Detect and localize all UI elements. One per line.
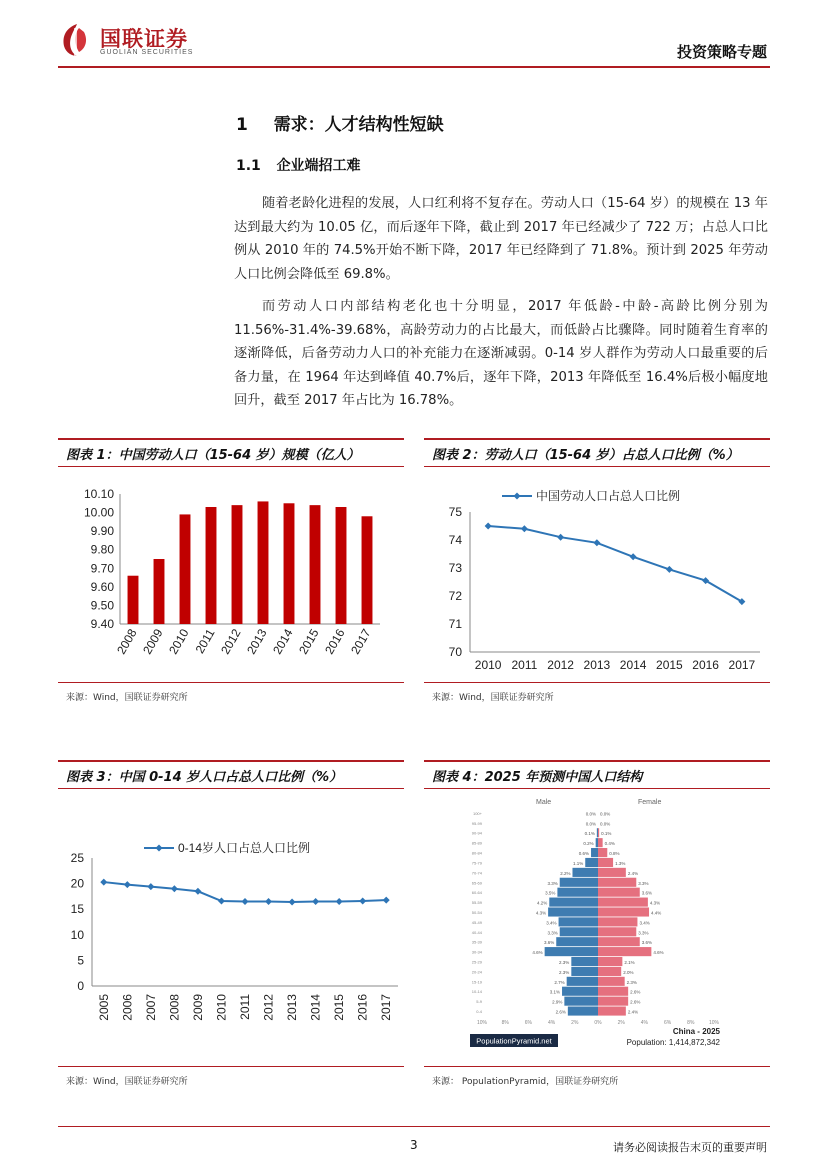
- figure-title-underline: [58, 466, 404, 467]
- x-tick-label: 8%: [687, 1020, 695, 1026]
- male-value-label: 2.3%: [559, 960, 570, 965]
- age-group-label: 35-39: [471, 939, 482, 945]
- age-group-label: 85-89: [471, 840, 482, 846]
- female-value-label: 4.3%: [649, 900, 661, 906]
- age-group-label: 45-49: [471, 919, 482, 925]
- female-bar: [598, 848, 607, 857]
- age-group-label: 95-99: [471, 820, 482, 826]
- bar: [258, 501, 269, 624]
- bar: [310, 505, 321, 624]
- x-tick-label: 8%: [501, 1020, 509, 1026]
- figure-title-underline: [424, 788, 770, 789]
- x-tick-label: 2017: [728, 658, 756, 672]
- data-point: [265, 898, 272, 905]
- legend-label: 中国劳动人口占总人口比例: [536, 489, 681, 503]
- data-point: [218, 898, 225, 905]
- data-point: [485, 523, 492, 530]
- x-tick-label: 0%: [594, 1020, 602, 1026]
- female-bar: [598, 907, 649, 916]
- footer-disclaimer: 请务必阅读报告末页的重要声明: [613, 1141, 767, 1154]
- x-tick-label: 2009: [190, 994, 205, 1021]
- x-tick-label: 10%: [476, 1020, 488, 1026]
- female-bar: [598, 1006, 626, 1015]
- male-bar: [560, 927, 598, 936]
- bar: [336, 507, 347, 624]
- x-tick-label: 2011: [511, 658, 538, 672]
- x-tick-label: 2016: [355, 994, 370, 1021]
- figure-title-rule: [424, 438, 770, 440]
- y-tick-label: 74: [448, 533, 462, 547]
- x-tick-label: 2006: [120, 994, 135, 1021]
- x-tick-label: 2015: [656, 658, 683, 672]
- logo-emblem-icon: [60, 22, 94, 58]
- female-value-label: 3.4%: [639, 920, 650, 926]
- figure-2-source: 来源：Wind，国联证券研究所: [432, 693, 554, 703]
- female-bar: [598, 987, 628, 996]
- male-value-label: 0.6%: [578, 851, 590, 857]
- x-tick-label: 2011: [238, 994, 252, 1020]
- figure-title-rule: [58, 760, 404, 762]
- x-tick-label: 2%: [571, 1020, 579, 1026]
- data-point: [630, 553, 637, 560]
- male-bar: [559, 917, 598, 926]
- figure-1-source: 来源：Wind，国联证券研究所: [66, 693, 188, 703]
- female-value-label: 2.6%: [630, 989, 641, 995]
- age-group-label: 30-34: [471, 949, 482, 955]
- y-tick-label: 25: [70, 851, 84, 865]
- female-value-label: 0.0%: [600, 821, 611, 827]
- age-group-label: 10-14: [471, 989, 482, 995]
- female-bar: [598, 967, 621, 976]
- x-tick-label: 2014: [308, 994, 323, 1021]
- paragraph: 随着老龄化进程的发展，人口红利将不复存在。劳动人口（15-64 岁）的规模在 13 年达到最大约为 10.05 亿，而后逐年下降，截止到 2017 年已经减少了 722 万；占总人口比例从 2010 年的 74.5%开始不断下降，2017 年已经降到了 71.8%。预计到 2025 年劳动人口比例会降低至 69.8%。: [234, 196, 768, 282]
- figure-title-underline: [58, 788, 404, 789]
- female-label: Female: [638, 799, 662, 806]
- x-tick-label: 2017: [348, 626, 374, 657]
- data-point: [521, 525, 528, 532]
- female-value-label: 3.6%: [641, 890, 653, 896]
- male-bar: [585, 858, 598, 867]
- x-tick-label: 2010: [166, 626, 192, 657]
- figure-4-title: 图表 4：2025 年预测中国人口结构: [432, 770, 643, 785]
- male-bar: [572, 868, 598, 877]
- male-value-label: 3.6%: [543, 940, 555, 946]
- figure-3-title: 图表 3：中国 0-14 岁人口占总人口比例（%）: [66, 770, 343, 785]
- male-value-label: 0.0%: [585, 821, 596, 827]
- x-tick-label: 2011: [192, 626, 218, 656]
- male-bar: [562, 987, 598, 996]
- y-tick-label: 10: [70, 927, 84, 942]
- data-point: [359, 898, 366, 905]
- age-group-label: 0-4: [476, 1009, 482, 1015]
- age-group-label: 20-24: [471, 969, 482, 975]
- logo-cn: 国联证券: [100, 27, 188, 51]
- male-value-label: 4.2%: [537, 900, 548, 906]
- female-bar: [598, 868, 626, 877]
- data-point: [242, 898, 249, 905]
- age-group-label: 40-44: [471, 929, 482, 935]
- bar: [180, 514, 191, 624]
- male-bar: [571, 967, 598, 976]
- female-value-label: 3.3%: [638, 880, 649, 886]
- female-value-label: 0.4%: [604, 841, 615, 847]
- bar: [232, 505, 243, 624]
- y-tick-label: 70: [448, 645, 462, 659]
- x-tick-label: 2013: [244, 626, 270, 657]
- chart-labor-population: [58, 472, 404, 672]
- female-bar: [598, 828, 599, 837]
- figure-source-rule: [424, 682, 770, 683]
- data-point: [666, 566, 673, 573]
- age-group-label: 55-59: [471, 900, 482, 906]
- female-bar: [598, 888, 640, 897]
- x-tick-label: 4%: [547, 1020, 556, 1026]
- female-bar: [598, 947, 651, 956]
- data-point: [194, 888, 201, 895]
- male-value-label: 3.1%: [549, 989, 561, 995]
- female-value-label: 0.8%: [609, 851, 620, 857]
- subsection-title: [236, 155, 361, 175]
- figure-title-underline: [424, 466, 770, 467]
- age-group-label: 90-94: [471, 830, 482, 836]
- female-bar: [598, 838, 603, 847]
- legend-marker: [514, 493, 521, 500]
- age-group-label: 50-54: [471, 909, 482, 915]
- y-tick-label: 10.00: [83, 505, 114, 520]
- figure-2-title: 图表 2：劳动人口（15-64 岁）占总人口比例（%）: [432, 448, 739, 463]
- paragraph: 而劳动人口内部结构老化也十分明显，2017 年低龄-中龄-高龄比例分别为 11.56%-31.4%-39.68%，高龄劳动力的占比最大，而低龄占比骤降。同时随着生育率的逐渐降低，后备劳动力人口的补充能力在逐渐减弱。0-14 岁人群作为劳动人口最重要的后备力量，在 1964 年达到峰值 40.7%后，逐年下降，2013 年降低至 16.4%后极小幅度地回升，截至 2017 年占比为 16.78%。: [234, 299, 768, 408]
- male-value-label: 0.0%: [585, 811, 596, 817]
- male-bar: [548, 907, 598, 916]
- chart-population-pyramid: [424, 794, 770, 1060]
- data-point: [312, 898, 319, 905]
- legend-marker: [156, 845, 163, 852]
- y-tick-label: 75: [448, 505, 462, 519]
- page-number: 3: [410, 1138, 418, 1152]
- bar: [206, 507, 217, 624]
- male-label: Male: [536, 799, 552, 806]
- age-group-label: 100+: [472, 810, 482, 816]
- male-value-label: 3.4%: [546, 920, 557, 926]
- data-point: [289, 899, 296, 906]
- section-title-text: 需求：人才结构性短缺: [273, 115, 444, 135]
- series-line: [488, 526, 742, 602]
- male-bar: [556, 937, 598, 946]
- figure-source-rule: [424, 1066, 770, 1067]
- figure-source-rule: [58, 1066, 404, 1067]
- x-tick-label: 2015: [332, 994, 347, 1021]
- bar: [154, 559, 165, 624]
- y-tick-label: 5: [77, 953, 84, 968]
- data-point: [100, 879, 107, 886]
- female-value-label: 3.6%: [641, 940, 653, 946]
- doc-type: 投资策略专题: [676, 43, 767, 61]
- female-value-label: 1.3%: [615, 860, 626, 866]
- data-point: [383, 897, 390, 904]
- male-value-label: 2.9%: [552, 999, 563, 1005]
- x-tick-label: 2014: [619, 658, 647, 672]
- male-bar: [545, 947, 598, 956]
- age-group-label: 5-9: [476, 999, 482, 1005]
- female-value-label: 2.0%: [623, 969, 634, 975]
- x-tick-label: 2013: [285, 994, 300, 1021]
- male-bar: [591, 848, 598, 857]
- male-bar: [549, 898, 598, 907]
- figure-title-rule: [424, 760, 770, 762]
- female-bar: [598, 957, 622, 966]
- chart-labor-ratio: [424, 472, 770, 682]
- y-tick-label: 9.90: [90, 524, 114, 539]
- x-tick-label: 2007: [143, 994, 158, 1021]
- age-group-label: 80-84: [471, 850, 482, 856]
- male-bar: [567, 977, 598, 986]
- male-bar: [597, 828, 598, 837]
- female-value-label: 0.0%: [600, 811, 611, 817]
- country-label: China - 2025: [672, 1027, 720, 1036]
- female-value-label: 4.6%: [653, 950, 664, 956]
- x-tick-label: 2008: [167, 994, 182, 1021]
- x-tick-label: 6%: [524, 1020, 533, 1026]
- data-point: [124, 881, 131, 888]
- population-label: Population: 1,414,872,342: [626, 1038, 720, 1047]
- y-tick-label: 9.60: [90, 579, 114, 594]
- figure-4-source: 来源： PopulationPyramid，国联证券研究所: [432, 1077, 619, 1087]
- data-point: [171, 885, 178, 892]
- y-tick-label: 15: [70, 902, 84, 917]
- male-bar: [557, 888, 598, 897]
- figure-1-title: 图表 1：中国劳动人口（15-64 岁）规模（亿人）: [66, 448, 360, 463]
- y-tick-label: 9.70: [90, 561, 114, 576]
- footer-divider: [58, 1126, 770, 1127]
- subsection-number: 1.1: [236, 158, 261, 174]
- female-bar: [598, 927, 636, 936]
- header-divider: [58, 66, 770, 68]
- figure-3-source: 来源：Wind，国联证券研究所: [66, 1077, 188, 1087]
- female-value-label: 2.6%: [630, 999, 641, 1005]
- male-value-label: 2.7%: [554, 979, 565, 985]
- male-value-label: 2.3%: [559, 969, 570, 975]
- male-value-label: 0.1%: [584, 831, 595, 837]
- y-tick-label: 72: [448, 589, 462, 603]
- company-logo: [60, 20, 220, 60]
- female-bar: [598, 937, 640, 946]
- y-tick-label: 20: [70, 876, 84, 891]
- x-tick-label: 2015: [296, 626, 322, 657]
- x-tick-label: 2012: [547, 658, 574, 672]
- age-group-label: 15-19: [471, 979, 482, 985]
- data-point: [147, 883, 154, 890]
- x-tick-label: 2014: [270, 626, 296, 657]
- figure-source-rule: [58, 682, 404, 683]
- y-tick-label: 9.40: [90, 617, 114, 631]
- x-tick-label: 2012: [261, 994, 276, 1021]
- y-tick-label: 71: [448, 617, 462, 631]
- age-group-label: 75-79: [471, 860, 482, 866]
- female-bar: [598, 917, 637, 926]
- y-tick-label: 9.50: [90, 598, 114, 613]
- x-tick-label: 10%: [708, 1020, 720, 1026]
- male-bar: [564, 997, 598, 1006]
- watermark-label: PopulationPyramid.net: [476, 1036, 552, 1046]
- age-group-label: 70-74: [471, 870, 482, 876]
- x-tick-label: 2%: [617, 1020, 625, 1026]
- male-value-label: 1.1%: [572, 860, 584, 866]
- female-value-label: 0.1%: [601, 831, 612, 837]
- section-number: 1: [236, 115, 248, 135]
- section-title: [236, 110, 444, 135]
- x-tick-label: 2013: [583, 658, 611, 672]
- data-point: [557, 534, 564, 541]
- figure-title-rule: [58, 438, 404, 440]
- x-tick-label: 2016: [322, 626, 348, 657]
- male-bar: [596, 838, 598, 847]
- x-tick-label: 2017: [379, 994, 394, 1021]
- male-value-label: 3.3%: [547, 880, 558, 886]
- data-point: [593, 539, 600, 546]
- bar: [128, 576, 139, 624]
- data-point: [336, 898, 343, 905]
- age-group-label: 60-64: [471, 890, 482, 896]
- logo-en: GUOLIAN SECURITIES: [100, 49, 194, 56]
- x-tick-label: 2008: [114, 626, 140, 657]
- male-bar: [560, 878, 598, 887]
- female-value-label: 2.4%: [627, 870, 639, 876]
- bar: [362, 516, 373, 624]
- male-value-label: 3.5%: [545, 890, 556, 896]
- x-tick-label: 6%: [663, 1020, 672, 1026]
- age-group-label: 25-29: [471, 959, 482, 965]
- male-value-label: 4.6%: [532, 950, 543, 956]
- male-value-label: 0.2%: [583, 841, 594, 847]
- age-group-label: 65-69: [471, 880, 482, 886]
- female-value-label: 2.1%: [624, 960, 635, 965]
- male-value-label: 2.2%: [560, 870, 571, 876]
- female-bar: [598, 878, 636, 887]
- male-value-label: 3.3%: [547, 930, 558, 936]
- female-bar: [598, 898, 648, 907]
- female-bar: [598, 977, 625, 986]
- male-value-label: 4.3%: [535, 910, 547, 916]
- male-value-label: 2.6%: [555, 1009, 566, 1015]
- male-bar: [568, 1006, 598, 1015]
- male-bar: [571, 957, 598, 966]
- x-tick-label: 2010: [214, 994, 229, 1021]
- legend-label: 0-14岁人口占总人口比例: [178, 841, 311, 855]
- x-tick-label: 2010: [474, 658, 502, 672]
- chart-child-ratio: [58, 794, 404, 1060]
- female-bar: [598, 858, 613, 867]
- x-tick-label: 2005: [96, 994, 111, 1021]
- y-tick-label: 0: [77, 979, 84, 993]
- bar: [284, 503, 295, 624]
- x-tick-label: 4%: [640, 1020, 649, 1026]
- x-tick-label: 2012: [218, 626, 244, 657]
- body-text: [234, 192, 768, 413]
- y-tick-label: 10.10: [83, 487, 114, 501]
- female-bar: [598, 997, 628, 1006]
- x-tick-label: 2016: [692, 658, 719, 672]
- y-tick-label: 73: [448, 561, 462, 575]
- female-value-label: 3.3%: [638, 930, 649, 936]
- y-tick-label: 9.80: [90, 542, 114, 557]
- subsection-title-text: 企业端招工难: [276, 158, 361, 174]
- female-value-label: 2.4%: [627, 1009, 639, 1015]
- female-value-label: 2.3%: [626, 979, 637, 985]
- x-tick-label: 2009: [140, 626, 166, 657]
- female-value-label: 4.4%: [651, 910, 662, 916]
